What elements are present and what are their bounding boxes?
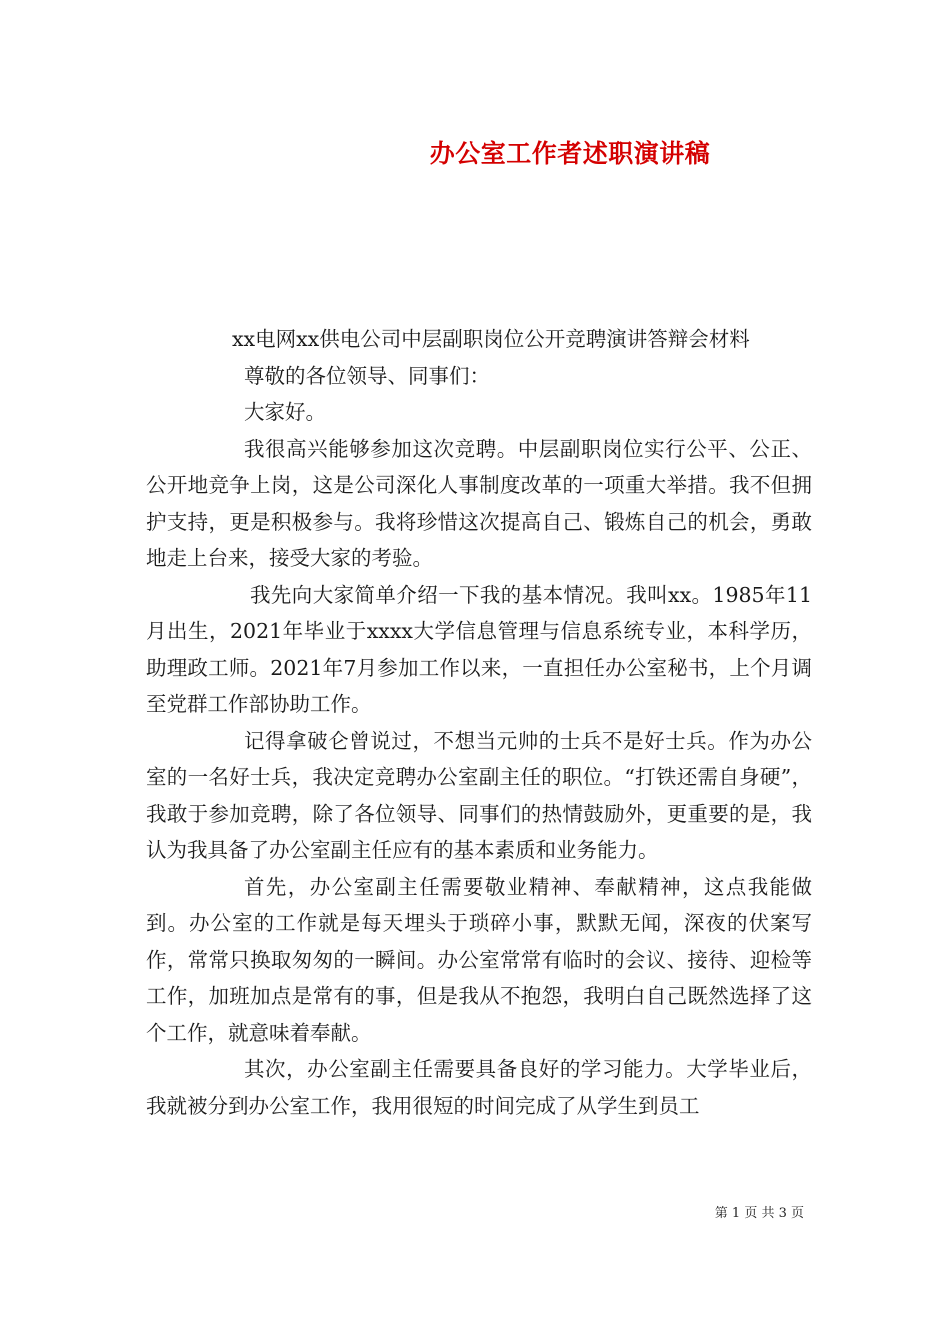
document-subtitle: xx电网xx供电公司中层副职岗位公开竞聘演讲答辩会材料 (232, 327, 750, 351)
paragraph-3: 记得拿破仑曾说过，不想当元帅的士兵不是好士兵。作为办公室的一名好士兵，我决定竞聘办公室副主任的职位。“打铁还需自身硬”，我敢于参加竞聘，除了各位领导、同事们的热情鼓励外，更重要的是，我认为我具备了办公室副主任应有的基本素质和业务能力。 (146, 728, 812, 862)
paragraph-2: 我先向大家简单介绍一下我的基本情况。我叫xx。1985年11月出生，2021年毕业于xxxx大学信息管理与信息系统专业，本科学历，助理政工师。2021年7月参加工作以来，一直担任办公室秘书，上个月调至党群工作部协助工作。 (146, 582, 812, 716)
page-number: 第 1 页 共 3 页 (714, 1206, 804, 1221)
paragraph-5: 其次，办公室副主任需要具备良好的学习能力。大学毕业后，我就被分到办公室工作，我用很短的时间完成了从学生到员工 (146, 1057, 812, 1118)
document-body (146, 321, 812, 1124)
document-title: 办公室工作者述职演讲稿 (429, 139, 711, 168)
greeting: 大家好。 (244, 400, 326, 424)
paragraph-4: 首先，办公室副主任需要敬业精神、奉献精神，这点我能做到。办公室的工作就是每天埋头于琐碎小事，默默无闻，深夜的伏案写作，常常只换取匆匆的一瞬间。办公室常常有临时的会议、接待、迎检等工作，加班加点是常有的事，但是我从不抱怨，我明白自己既然选择了这个工作，就意味着奉献。 (146, 874, 812, 1045)
salutation: 尊敬的各位领导、同事们： (244, 363, 490, 388)
paragraph-1: 我很高兴能够参加这次竞聘。中层副职岗位实行公平、公正、公开地竞争上岗，这是公司深化人事制度改革的一项重大举措。我不但拥护支持，更是积极参与。我将珍惜这次提高自己、锻炼自己的机会，勇敢地走上台来，接受大家的考验。 (146, 436, 812, 570)
